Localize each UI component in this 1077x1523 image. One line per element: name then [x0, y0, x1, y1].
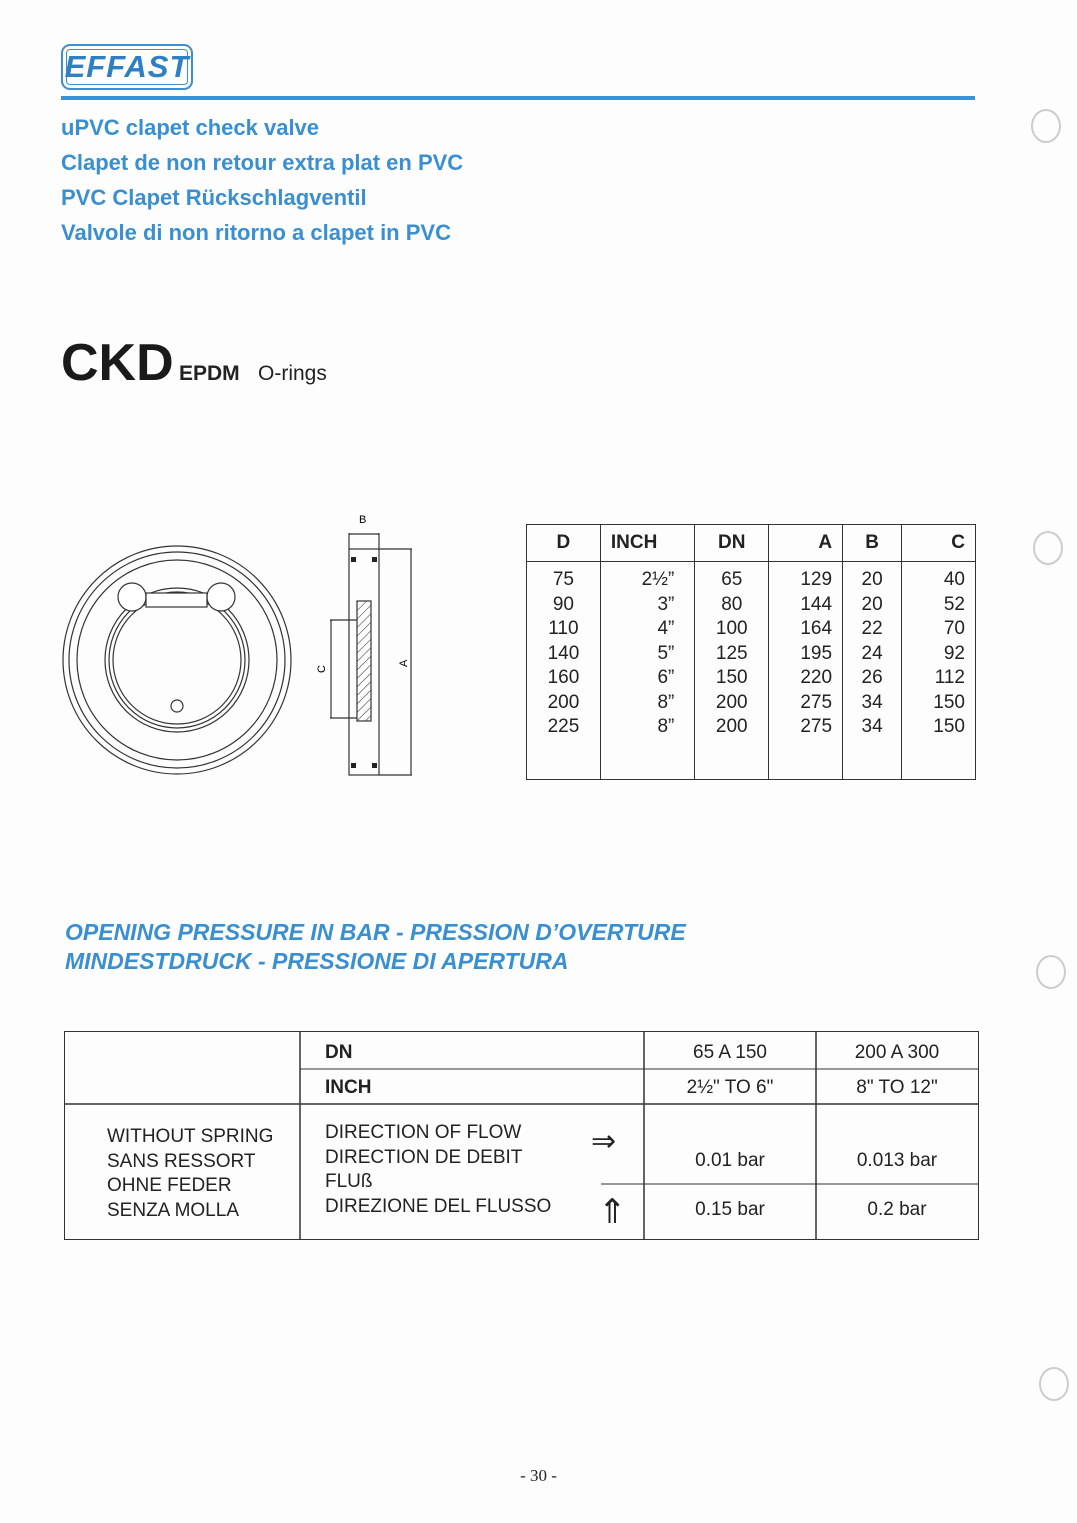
direction-en: DIRECTION OF FLOW [325, 1122, 522, 1143]
spring-de: OHNE FEDER [107, 1175, 232, 1196]
cell-value: 40 [943, 569, 965, 590]
horizontal-value-1: 0.01 bar [695, 1150, 765, 1171]
effast-logo: EFFAST [61, 44, 193, 90]
cell-value: 24 [861, 642, 883, 664]
arrow-up-icon: ⇑ [598, 1193, 627, 1231]
cell-value: 110 [548, 618, 579, 639]
b-values [843, 562, 902, 780]
title-en: uPVC clapet check valve [61, 115, 320, 140]
cell-value: 34 [861, 716, 883, 737]
col-inch: INCH [600, 525, 695, 562]
vertical-value-2: 0.2 bar [867, 1199, 927, 1220]
inch-label: INCH [325, 1077, 372, 1098]
page-number: - 30 - [520, 1466, 557, 1485]
range-dn-1: 65 A 150 [693, 1042, 767, 1063]
cell-value: 112 [934, 667, 965, 688]
cell-value: 275 [800, 691, 833, 713]
col-b: B [843, 525, 902, 562]
cell-value: 100 [715, 618, 748, 639]
cell-value: 4” [657, 618, 675, 639]
cell-value: 26 [861, 667, 883, 688]
cell-value: 6” [657, 667, 675, 688]
punch-hole [1036, 955, 1066, 989]
cell-value: 5” [657, 642, 675, 664]
col-dn: DN [695, 525, 769, 562]
cell-value: 52 [943, 593, 965, 615]
table-header-row [527, 525, 976, 562]
horizontal-value-2: 0.013 bar [856, 1150, 938, 1171]
cell-value: 125 [715, 642, 748, 664]
header-rule [61, 96, 975, 100]
d-values [527, 562, 601, 780]
cell-value: 3” [657, 593, 675, 615]
title-it: Valvole di non ritorno a clapet in PVC [61, 220, 451, 245]
cell-value: 80 [721, 593, 743, 615]
cell-value: 8” [657, 716, 675, 737]
table-body-row [527, 562, 976, 780]
dn-values [695, 562, 769, 780]
cell-value: 70 [943, 618, 965, 639]
direction-fr: DIRECTION DE DEBIT [325, 1146, 523, 1168]
cell-value: 150 [933, 716, 965, 737]
range-inch-2: 8" TO 12" [856, 1077, 938, 1098]
cell-value: 150 [933, 691, 965, 713]
cell-value: 75 [552, 569, 574, 590]
spring-en: WITHOUT SPRING [107, 1126, 274, 1147]
model-code: CKD [61, 334, 174, 392]
title-fr: Clapet de non retour extra plat en PVC [61, 150, 464, 175]
cell-value: 200 [715, 716, 748, 737]
cell-value: 90 [552, 593, 574, 615]
dn-label: DN [325, 1042, 353, 1063]
cell-value: 200 [547, 691, 580, 713]
col-d: D [527, 525, 601, 562]
direction-it: DIREZIONE DEL FLUSSO [325, 1195, 552, 1217]
punch-hole [1033, 531, 1063, 565]
cell-value: 144 [800, 593, 833, 615]
title-de: PVC Clapet Rückschlagventil [61, 185, 367, 210]
pressure-title-1: OPENING PRESSURE IN BAR - PRESSION D’OVERTURE [65, 919, 686, 945]
cell-value: 20 [861, 593, 883, 615]
cell-value: 225 [547, 716, 580, 737]
direction-de: FLUß [325, 1171, 373, 1192]
pressure-title-2: MINDESTDRUCK - PRESSIONE DI APERTURA [65, 948, 569, 974]
spring-fr: SANS RESSORT [107, 1150, 256, 1172]
cell-value: 220 [800, 667, 833, 688]
model-seal: O-rings [258, 362, 327, 385]
range-inch-1: 2½" TO 6" [686, 1077, 774, 1098]
cell-value: 129 [800, 569, 833, 590]
a-values [769, 562, 843, 780]
col-c: C [902, 525, 976, 562]
cell-value: 195 [800, 642, 833, 664]
cell-value: 164 [800, 618, 833, 639]
spring-it: SENZA MOLLA [107, 1199, 239, 1221]
model-material: EPDM [179, 362, 240, 385]
spring-labels [107, 1125, 273, 1223]
cell-value: 275 [800, 716, 833, 737]
valve-drawing [55, 505, 425, 790]
cell-value: 92 [943, 642, 965, 664]
dimensions-table [526, 524, 976, 780]
cell-value: 160 [547, 667, 580, 688]
punch-hole [1031, 109, 1061, 143]
cell-value: 2½” [641, 569, 675, 590]
cell-value: 65 [721, 569, 743, 590]
cell-value: 150 [715, 667, 748, 688]
cell-value: 34 [861, 691, 883, 713]
c-values [902, 562, 976, 780]
punch-hole [1039, 1367, 1069, 1401]
label-b: B [359, 514, 367, 526]
inch-values [600, 562, 695, 780]
arrow-right-icon: ⇒ [591, 1125, 617, 1158]
cell-value: 20 [861, 569, 883, 590]
col-a: A [769, 525, 843, 562]
label-a: A [398, 659, 410, 667]
cell-value: 22 [861, 618, 883, 639]
pressure-table [64, 1031, 979, 1240]
label-c: C [316, 665, 328, 673]
cell-value: 8” [657, 691, 675, 713]
direction-labels [325, 1121, 551, 1219]
cell-value: 200 [715, 691, 748, 713]
cell-value: 140 [547, 642, 580, 664]
vertical-value-1: 0.15 bar [695, 1199, 765, 1220]
range-dn-2: 200 A 300 [854, 1042, 940, 1063]
